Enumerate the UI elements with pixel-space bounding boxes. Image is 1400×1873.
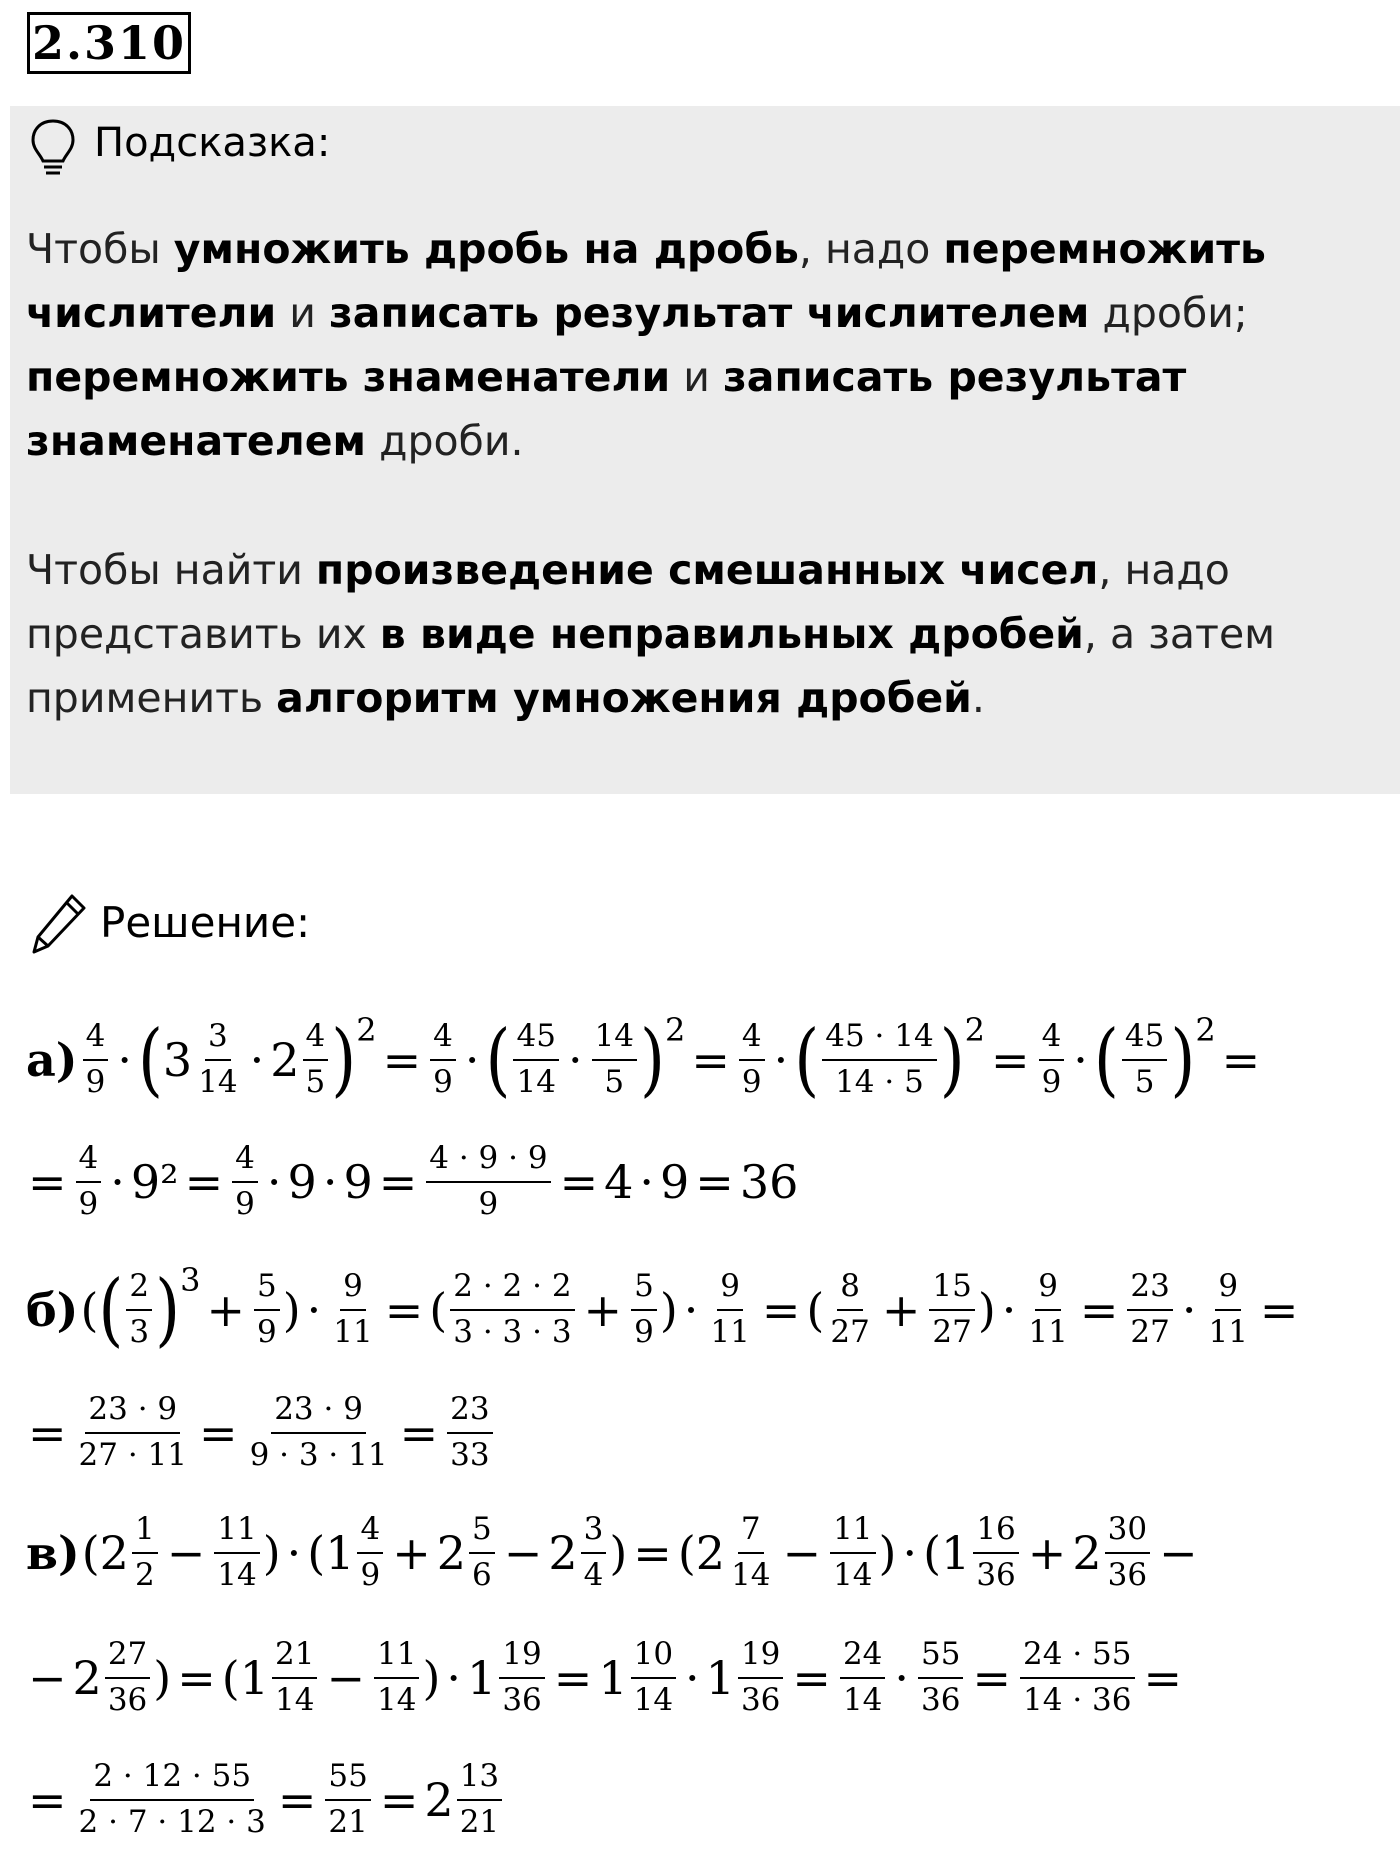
parenthesis: ( xyxy=(98,1263,124,1357)
math-term: ) xyxy=(282,1283,301,1337)
numerator: 11 xyxy=(374,1637,419,1679)
numerator: 27 xyxy=(105,1637,150,1679)
denominator: 2 · 7 · 12 · 3 xyxy=(78,1804,266,1840)
operator: · xyxy=(446,1651,462,1705)
numerator: 24 · 55 xyxy=(1020,1637,1134,1679)
fraction xyxy=(76,1759,269,1840)
operator: · xyxy=(639,1155,655,1209)
hint-bold-run: в виде неправильных дробей xyxy=(379,610,1084,658)
math-term: (1 xyxy=(307,1526,355,1580)
numerator: 45 xyxy=(1122,1019,1167,1061)
operator: − xyxy=(503,1526,543,1580)
numerator: 55 xyxy=(325,1759,370,1801)
numerator: 10 xyxy=(631,1637,676,1679)
denominator: 21 xyxy=(328,1804,368,1840)
math-term: ( xyxy=(80,1283,99,1337)
operator: = xyxy=(28,1155,67,1209)
hint-paragraph-2 xyxy=(26,538,1366,730)
math-term: (2 xyxy=(81,1526,129,1580)
numerator: 1 xyxy=(132,1512,158,1554)
math-term: 2 xyxy=(72,1651,102,1705)
numerator: 5 xyxy=(631,1269,657,1311)
fraction xyxy=(1105,1512,1150,1593)
exponent: 2 xyxy=(1195,1011,1216,1049)
denominator: 14 · 5 xyxy=(835,1064,924,1100)
hint-bold-run: произведение смешанных чисел xyxy=(315,546,1099,594)
operator: + xyxy=(881,1283,921,1337)
denominator: 27 xyxy=(1130,1314,1170,1350)
math-term: 9 xyxy=(660,1155,690,1209)
hint-text-run: дроби. xyxy=(366,417,524,465)
operator: = xyxy=(199,1406,238,1460)
operator: = xyxy=(184,1155,224,1209)
fraction xyxy=(1122,1019,1167,1100)
operator: = xyxy=(28,1773,67,1827)
fraction xyxy=(272,1637,317,1718)
hint-bold-run: записать результат числителем xyxy=(328,289,1090,337)
numerator: 3 xyxy=(581,1512,607,1554)
fraction xyxy=(247,1392,391,1473)
operator: = xyxy=(378,1155,418,1209)
denominator: 9 · 3 · 11 xyxy=(249,1437,388,1473)
denominator: 9 xyxy=(433,1064,453,1100)
denominator: 14 xyxy=(731,1557,771,1593)
numerator: 9 xyxy=(717,1269,743,1311)
numerator: 19 xyxy=(738,1637,783,1679)
numerator: 3 xyxy=(205,1019,231,1061)
operator: · xyxy=(249,1033,265,1087)
operator: = xyxy=(1221,1033,1261,1087)
math-term: (2 xyxy=(677,1526,726,1580)
operator: · xyxy=(1181,1283,1197,1337)
operator: = xyxy=(379,1773,419,1827)
numerator: 4 xyxy=(1039,1019,1065,1061)
operator: · xyxy=(773,1033,789,1087)
math-term: ) xyxy=(977,1283,996,1337)
math-term: ) xyxy=(609,1526,628,1580)
fraction xyxy=(254,1269,280,1350)
fraction xyxy=(1025,1269,1070,1350)
operator: = xyxy=(384,1283,424,1337)
fraction xyxy=(739,1019,765,1100)
numerator: 9 xyxy=(1035,1269,1061,1311)
denominator: 36 xyxy=(976,1557,1016,1593)
math-term: 2 xyxy=(424,1773,454,1827)
denominator: 14 xyxy=(377,1682,417,1718)
math-line xyxy=(26,1503,1204,1603)
operator: = xyxy=(991,1033,1030,1087)
denominator: 14 xyxy=(275,1682,315,1718)
fraction xyxy=(76,1141,102,1222)
operator: · xyxy=(902,1526,918,1580)
denominator: 14 xyxy=(833,1557,873,1593)
numerator: 45 · 14 xyxy=(822,1019,936,1061)
item-label: б) xyxy=(26,1283,79,1337)
math-term: 2 xyxy=(436,1526,467,1580)
operator: + xyxy=(583,1283,623,1337)
numerator: 4 · 9 · 9 xyxy=(426,1141,550,1183)
numerator: 11 xyxy=(214,1512,259,1554)
operator: = xyxy=(177,1651,216,1705)
numerator: 13 xyxy=(457,1759,502,1801)
exponent: 2 xyxy=(664,1011,686,1049)
math-term: ) xyxy=(262,1526,281,1580)
operator: · xyxy=(894,1651,910,1705)
hint-bold-run: перемножить знаменатели xyxy=(26,353,671,401)
operator: · xyxy=(683,1283,699,1337)
hint-text-run: дроби; xyxy=(1089,289,1248,337)
numerator: 55 xyxy=(918,1637,963,1679)
math-term: 1 xyxy=(467,1651,497,1705)
denominator: 4 xyxy=(583,1557,604,1593)
denominator: 36 xyxy=(502,1682,542,1718)
operator: − xyxy=(782,1526,822,1580)
operator: = xyxy=(691,1033,730,1087)
math-term: ( xyxy=(429,1283,448,1337)
parenthesis: ) xyxy=(939,1013,965,1107)
denominator: 14 xyxy=(516,1064,556,1100)
numerator: 5 xyxy=(254,1269,280,1311)
numerator: 4 xyxy=(739,1019,765,1061)
operator: = xyxy=(28,1406,67,1460)
fraction xyxy=(918,1637,963,1718)
denominator: 9 xyxy=(1041,1064,1062,1100)
denominator: 14 xyxy=(198,1064,238,1100)
denominator: 3 · 3 · 3 xyxy=(453,1314,572,1350)
exponent: 2 xyxy=(356,1011,377,1049)
fraction xyxy=(330,1269,375,1350)
fraction xyxy=(1039,1019,1065,1100)
denominator: 27 · 11 xyxy=(78,1437,188,1473)
math-term: ( xyxy=(806,1283,825,1337)
operator: = xyxy=(792,1651,831,1705)
parenthesis: ) xyxy=(1170,1013,1196,1107)
fraction xyxy=(631,1269,657,1350)
fraction xyxy=(929,1269,974,1350)
fraction xyxy=(325,1759,370,1840)
numerator: 4 xyxy=(357,1512,383,1554)
denominator: 3 xyxy=(129,1314,150,1350)
fraction xyxy=(457,1759,502,1840)
numerator: 24 xyxy=(840,1637,885,1679)
denominator: 9 xyxy=(85,1064,106,1100)
numerator: 30 xyxy=(1105,1512,1150,1554)
numerator: 23 · 9 xyxy=(271,1392,366,1434)
denominator: 33 xyxy=(450,1437,490,1473)
denominator: 36 xyxy=(740,1682,781,1718)
denominator: 36 xyxy=(107,1682,148,1718)
denominator: 14 xyxy=(217,1557,257,1593)
fraction xyxy=(1127,1269,1172,1350)
hint-text-run: . xyxy=(971,674,985,722)
denominator: 5 xyxy=(604,1064,625,1100)
operator: = xyxy=(972,1651,1012,1705)
math-term: (1 xyxy=(923,1526,971,1580)
operator: · xyxy=(464,1033,480,1087)
denominator: 6 xyxy=(472,1557,492,1593)
hint-bold-run: перемножить числители xyxy=(26,225,1266,337)
operator: = xyxy=(399,1406,439,1460)
fraction xyxy=(728,1512,773,1593)
hint-text-run: , надо xyxy=(798,225,944,273)
exponent: 3 xyxy=(180,1261,201,1299)
numerator: 4 xyxy=(232,1141,258,1183)
item-label: а) xyxy=(26,1033,78,1087)
denominator: 5 xyxy=(305,1064,326,1100)
fraction xyxy=(132,1512,158,1593)
hint-text-run: Чтобы xyxy=(26,225,174,273)
numerator: 21 xyxy=(272,1637,317,1679)
numerator: 2 · 12 · 55 xyxy=(90,1759,254,1801)
denominator: 9 xyxy=(78,1186,99,1222)
numerator: 23 xyxy=(447,1392,492,1434)
operator: + xyxy=(1027,1526,1067,1580)
fraction xyxy=(830,1512,875,1593)
numerator: 8 xyxy=(837,1269,863,1311)
operator: = xyxy=(277,1773,317,1827)
math-term: ) xyxy=(422,1651,441,1705)
denominator: 36 xyxy=(1107,1557,1148,1593)
operator: = xyxy=(1259,1283,1299,1337)
numerator: 5 xyxy=(469,1512,495,1554)
math-term: 2 xyxy=(1072,1526,1102,1580)
operator: = xyxy=(695,1155,734,1209)
fraction xyxy=(827,1269,872,1350)
operator: = xyxy=(1079,1283,1119,1337)
operator: · xyxy=(117,1033,132,1087)
operator: = xyxy=(1143,1651,1183,1705)
numerator: 23 · 9 xyxy=(85,1392,180,1434)
operator: = xyxy=(761,1283,801,1337)
denominator: 9 xyxy=(235,1186,255,1222)
fraction xyxy=(592,1019,637,1100)
math-term: 3 xyxy=(162,1033,193,1087)
denominator: 9 xyxy=(634,1314,654,1350)
denominator: 36 xyxy=(921,1682,961,1718)
operator: · xyxy=(322,1155,338,1209)
item-label: в) xyxy=(26,1526,80,1580)
numerator: 11 xyxy=(830,1512,875,1554)
parenthesis: ) xyxy=(640,1013,665,1107)
fraction xyxy=(469,1512,495,1593)
math-term: ) xyxy=(153,1651,172,1705)
math-term: 2 xyxy=(548,1526,578,1580)
operator: · xyxy=(266,1155,282,1209)
hint-bold-run: алгоритм умножения дробей xyxy=(276,674,972,722)
math-line xyxy=(26,1010,1266,1110)
solution-title: Решение: xyxy=(100,898,311,947)
numerator: 14 xyxy=(592,1019,637,1061)
fraction xyxy=(450,1269,574,1350)
numerator: 9 xyxy=(1215,1269,1241,1311)
fraction xyxy=(126,1269,152,1350)
math-line xyxy=(22,1383,496,1483)
hint-paragraph-1 xyxy=(26,217,1366,473)
fraction xyxy=(430,1019,456,1100)
math-term: 9² xyxy=(130,1155,179,1209)
denominator: 27 xyxy=(932,1314,972,1350)
math-term: 9 xyxy=(287,1155,317,1209)
fraction xyxy=(214,1512,259,1593)
hint-text-run: , надо представить их xyxy=(26,546,1230,658)
denominator: 11 xyxy=(333,1314,373,1350)
operator: · xyxy=(567,1033,583,1087)
math-term: (1 xyxy=(221,1651,269,1705)
fraction xyxy=(581,1512,607,1593)
denominator: 9 xyxy=(256,1314,277,1350)
denominator: 11 xyxy=(710,1314,750,1350)
numerator: 45 xyxy=(513,1019,558,1061)
hint-bold-run: записать результат знаменателем xyxy=(26,353,1187,465)
operator: · xyxy=(1073,1033,1088,1087)
fraction xyxy=(447,1392,492,1473)
parenthesis: ( xyxy=(485,1013,511,1107)
operator: = xyxy=(553,1651,593,1705)
numerator: 23 xyxy=(1127,1269,1172,1311)
hint-text-run: Чтобы найти xyxy=(26,546,316,594)
denominator: 11 xyxy=(1208,1314,1248,1350)
operator: · xyxy=(1001,1283,1017,1337)
fraction xyxy=(1205,1269,1250,1350)
denominator: 11 xyxy=(1028,1314,1068,1350)
parenthesis: ) xyxy=(331,1013,357,1107)
denominator: 5 xyxy=(1134,1064,1155,1100)
parenthesis: ( xyxy=(137,1013,163,1107)
numerator: 16 xyxy=(973,1512,1018,1554)
math-term: 36 xyxy=(739,1155,799,1209)
operator: − xyxy=(28,1651,67,1705)
math-line xyxy=(22,1628,1188,1728)
fraction xyxy=(426,1141,550,1222)
numerator: 4 xyxy=(83,1019,109,1061)
fraction xyxy=(105,1637,150,1718)
numerator: 2 · 2 · 2 xyxy=(450,1269,574,1311)
numerator: 7 xyxy=(738,1512,764,1554)
fraction xyxy=(513,1019,558,1100)
fraction xyxy=(83,1019,109,1100)
math-term: 2 xyxy=(270,1033,300,1087)
math-line xyxy=(22,1750,505,1850)
parenthesis: ( xyxy=(1093,1013,1119,1107)
math-line xyxy=(26,1260,1304,1360)
denominator: 14 · 36 xyxy=(1023,1682,1132,1718)
denominator: 27 xyxy=(830,1314,870,1350)
fraction xyxy=(822,1019,936,1100)
fraction xyxy=(357,1512,383,1593)
operator: = xyxy=(633,1526,672,1580)
numerator: 15 xyxy=(929,1269,974,1311)
operator: + xyxy=(392,1526,431,1580)
operator: + xyxy=(206,1283,245,1337)
fraction xyxy=(232,1141,258,1222)
pencil-icon xyxy=(28,890,90,958)
denominator: 9 xyxy=(741,1064,762,1100)
exponent: 2 xyxy=(964,1011,986,1049)
math-term: 1 xyxy=(705,1651,735,1705)
fraction xyxy=(973,1512,1018,1593)
fraction xyxy=(499,1637,544,1718)
fraction xyxy=(195,1019,240,1100)
fraction xyxy=(76,1392,190,1473)
denominator: 9 xyxy=(360,1557,381,1593)
numerator: 2 xyxy=(126,1269,152,1311)
hint-title: Подсказка: xyxy=(94,120,331,166)
fraction xyxy=(738,1637,783,1718)
parenthesis: ( xyxy=(794,1013,820,1107)
hint-bold-run: умножить дробь на дробь xyxy=(173,225,799,273)
parenthesis: ) xyxy=(155,1263,181,1357)
fraction xyxy=(707,1269,752,1350)
denominator: 14 xyxy=(842,1682,883,1718)
operator: · xyxy=(685,1651,700,1705)
fraction xyxy=(840,1637,885,1718)
operator: − xyxy=(1159,1526,1198,1580)
numerator: 4 xyxy=(430,1019,456,1061)
denominator: 14 xyxy=(633,1682,674,1718)
fraction xyxy=(631,1637,676,1718)
operator: − xyxy=(326,1651,365,1705)
numerator: 9 xyxy=(340,1269,366,1311)
hint-text-run: и xyxy=(670,353,723,401)
math-term: 4 xyxy=(604,1155,634,1209)
operator: · xyxy=(286,1526,302,1580)
problem-number: 2.310 xyxy=(27,12,191,74)
numerator: 4 xyxy=(76,1141,102,1183)
math-term: 9 xyxy=(343,1155,373,1209)
lightbulb-icon xyxy=(28,117,78,179)
operator: − xyxy=(166,1526,206,1580)
math-line xyxy=(22,1132,798,1232)
math-term: ) xyxy=(659,1283,678,1337)
hint-text-run: и xyxy=(276,289,329,337)
math-term: 1 xyxy=(598,1651,628,1705)
fraction xyxy=(303,1019,329,1100)
fraction xyxy=(1020,1637,1134,1718)
operator: = xyxy=(559,1155,599,1209)
numerator: 19 xyxy=(499,1637,544,1679)
operator: = xyxy=(382,1033,422,1087)
operator: · xyxy=(110,1155,125,1209)
denominator: 9 xyxy=(478,1186,499,1222)
denominator: 2 xyxy=(134,1557,155,1593)
operator: · xyxy=(306,1283,322,1337)
denominator: 21 xyxy=(459,1804,500,1840)
fraction xyxy=(374,1637,419,1718)
numerator: 4 xyxy=(303,1019,329,1061)
hint-text-run: , а затем применить xyxy=(26,610,1276,722)
math-term: ) xyxy=(878,1526,897,1580)
